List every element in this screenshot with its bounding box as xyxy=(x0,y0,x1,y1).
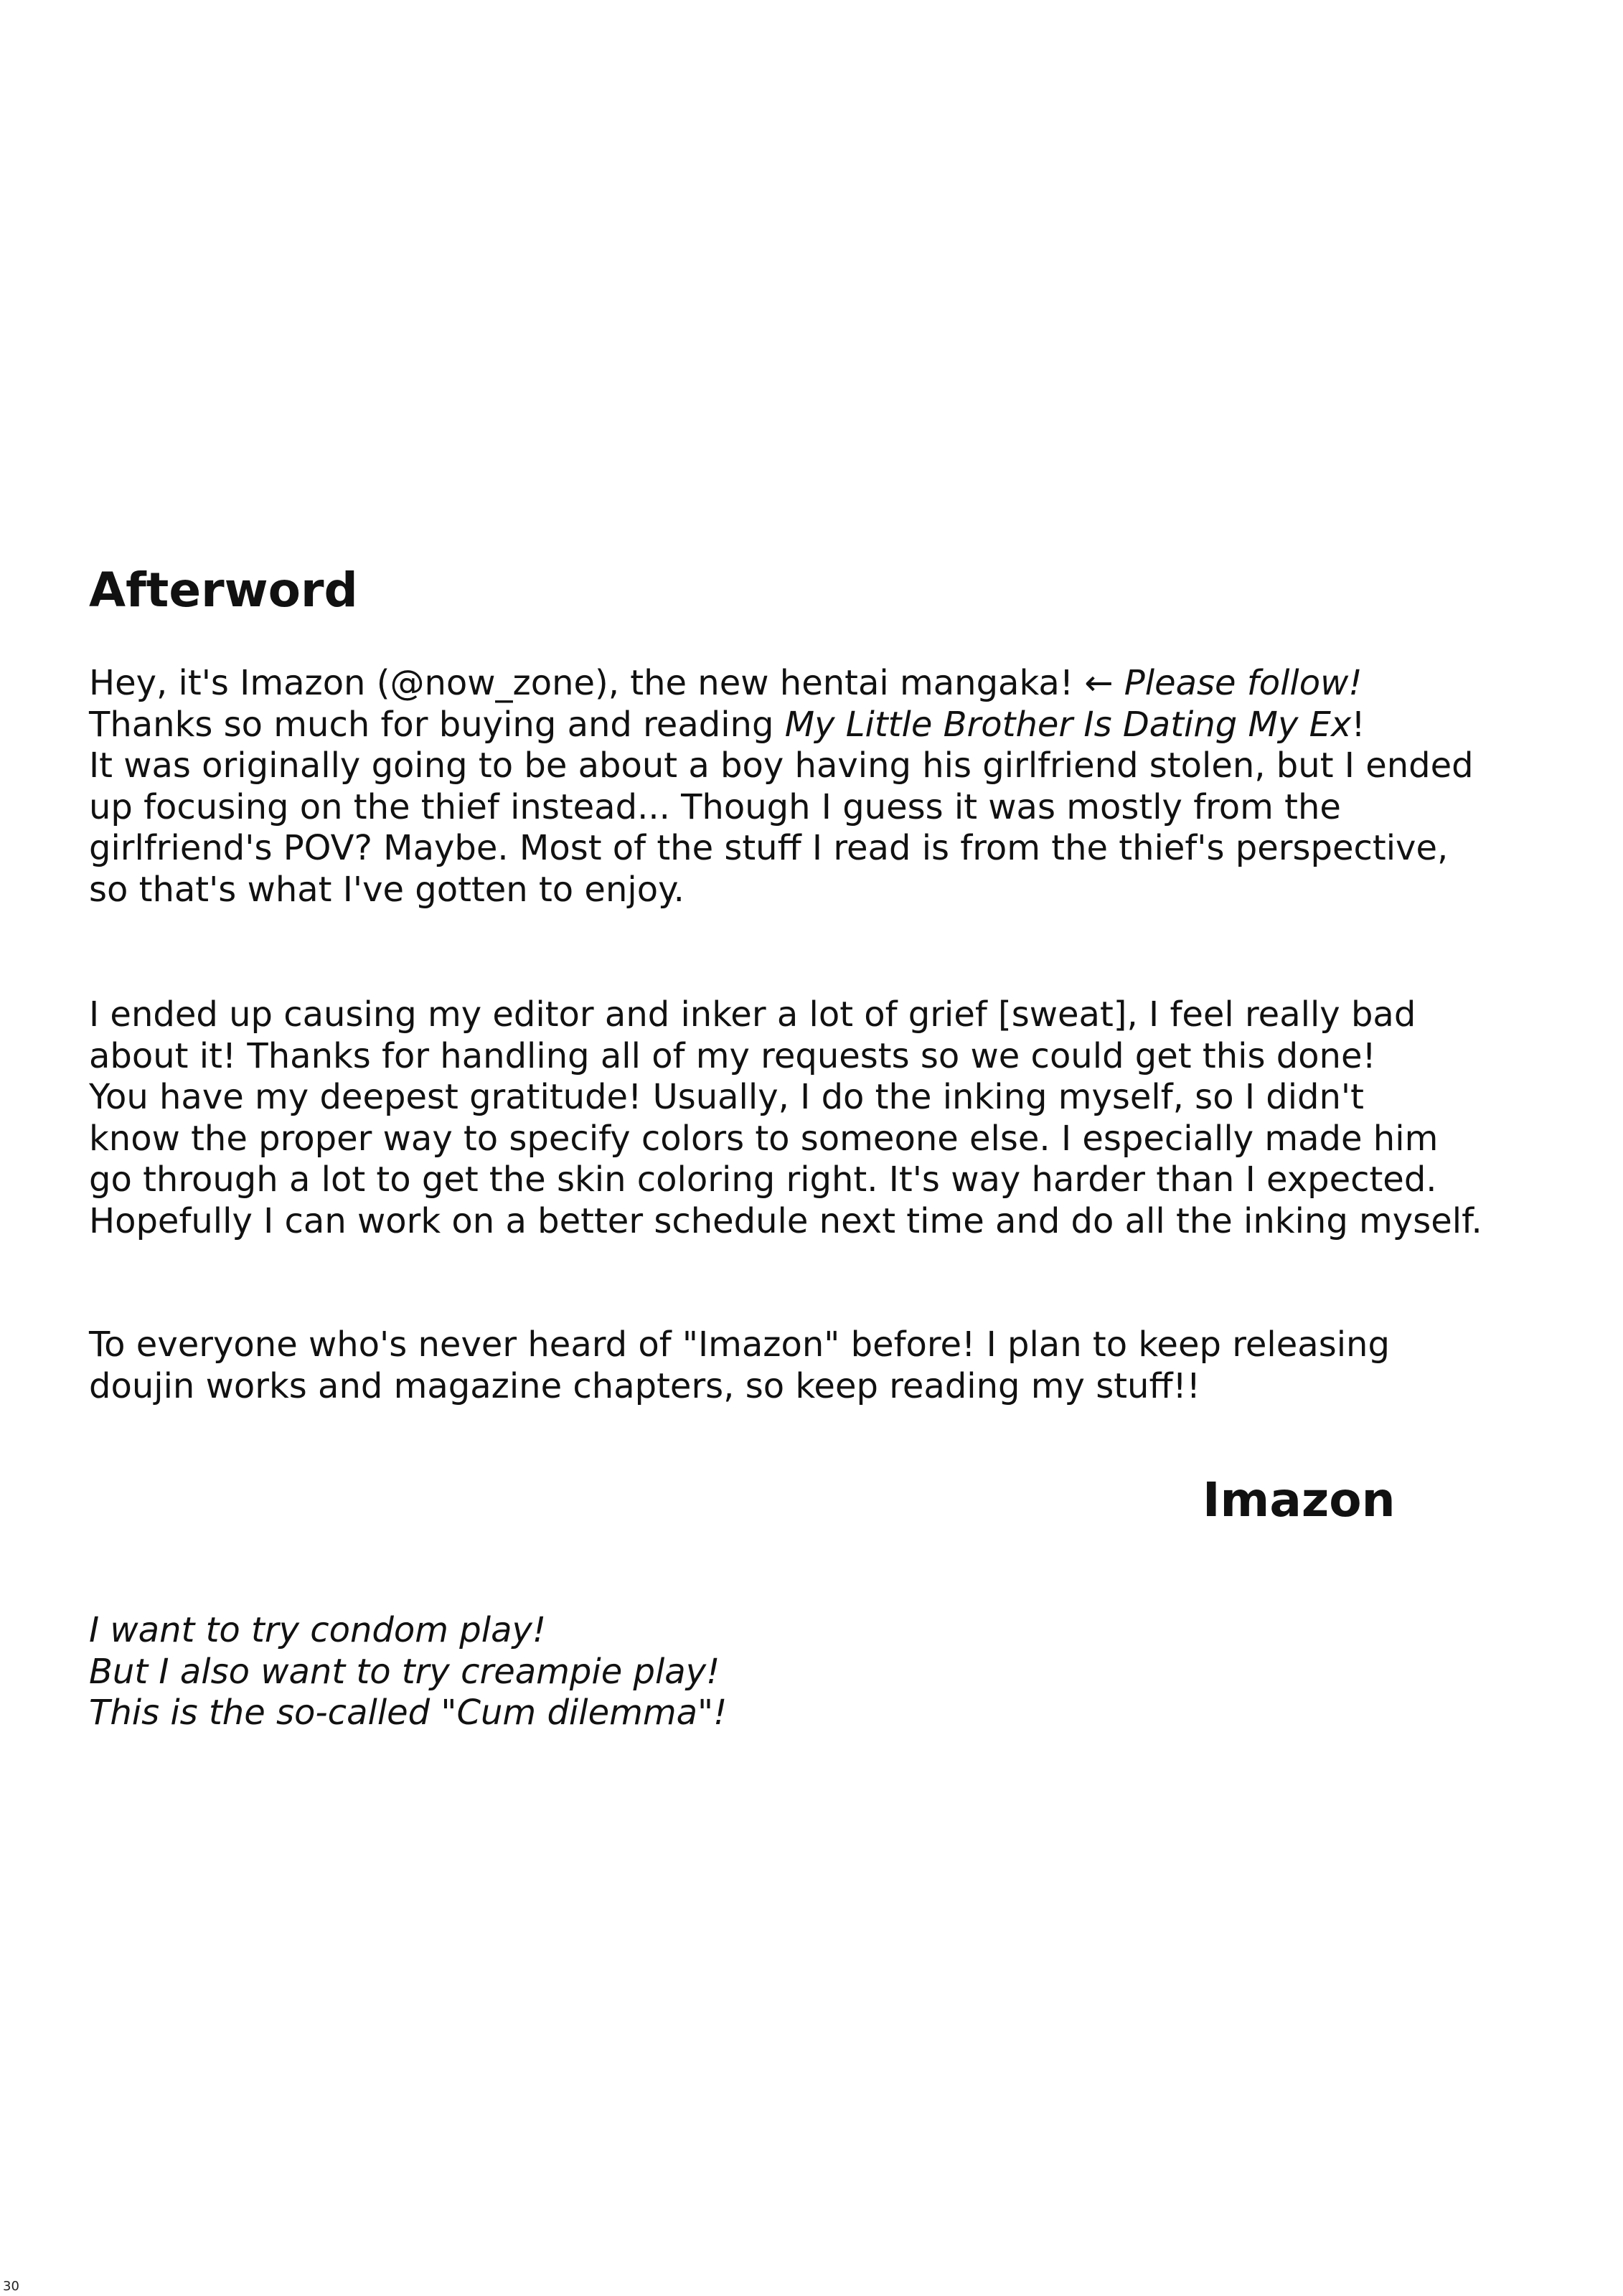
text-line: girlfriend's POV? Maybe. Most of the stuff I read is from the thief's perspective, xyxy=(89,828,1449,868)
text-line: This is the so-called "Cum dilemma"! xyxy=(89,1693,728,1733)
text-fragment: ! xyxy=(1351,704,1365,745)
text-line: so that's what I've gotten to enjoy. xyxy=(89,869,685,910)
text-line: doujin works and magazine chapters, so keep reading my stuff!! xyxy=(89,1365,1201,1406)
text-line: I want to try condom play! xyxy=(89,1610,547,1650)
italic-note xyxy=(89,1610,727,1734)
paragraph-thanks xyxy=(89,994,1581,1242)
text-line: It was originally going to be about a boy having his girlfriend stolen, but I ended xyxy=(89,745,1474,786)
text-line: up focusing on the thief instead... Though I guess it was mostly from the xyxy=(89,786,1341,827)
page-title: Afterword xyxy=(89,563,358,618)
text-line xyxy=(89,663,1581,705)
text-fragment: Thanks so much for buying and reading xyxy=(89,704,785,745)
text-line: But I also want to try creampie play! xyxy=(89,1651,720,1692)
text-line: I ended up causing my editor and inker a lot of grief [sweat], I feel really bad xyxy=(89,994,1416,1035)
follow-request: Please follow! xyxy=(1124,663,1363,703)
text-line: about it! Thanks for handling all of my requests so we could get this done! xyxy=(89,1035,1376,1076)
text-line xyxy=(89,705,1581,746)
text-line: Hopefully I can work on a better schedule next time and do all the inking myself. xyxy=(89,1200,1482,1241)
work-title: My Little Brother Is Dating My Ex xyxy=(784,704,1352,745)
paragraph-closing xyxy=(89,1325,1581,1407)
text-line: know the proper way to specify colors to someone else. I especially made him xyxy=(89,1118,1439,1159)
text-fragment: Hey, it's Imazon (@now_zone), the new hentai mangaka! ← xyxy=(89,663,1124,703)
paragraph-intro xyxy=(89,663,1581,911)
text-line: You have my deepest gratitude! Usually, I do the inking myself, so I didn't xyxy=(89,1077,1364,1117)
text-line: To everyone who's never heard of "Imazon" before! I plan to keep releasing xyxy=(89,1325,1390,1365)
text-line: go through a lot to get the skin coloring right. It's way harder than I expected. xyxy=(89,1159,1437,1200)
page-number: 30 xyxy=(3,2279,19,2294)
author-signature: Imazon xyxy=(1203,1472,1396,1528)
